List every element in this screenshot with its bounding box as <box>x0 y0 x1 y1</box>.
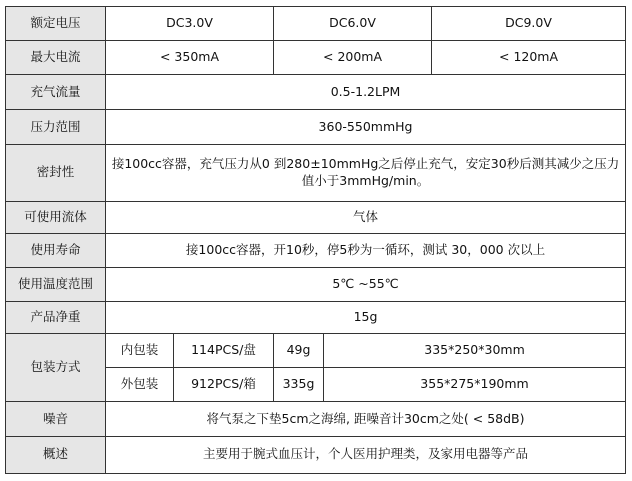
label-net-weight: 产品净重 <box>6 302 106 334</box>
label-usable-fluid: 可使用流体 <box>6 202 106 234</box>
row-packaging-inner <box>6 334 626 368</box>
packaging-inner-qty: 114PCS/盘 <box>174 334 274 368</box>
packaging-outer-weight: 335g <box>274 368 324 402</box>
row-pressure-range <box>6 110 626 144</box>
value-pressure-range: 360-550mmHg <box>106 110 626 144</box>
row-rated-voltage <box>6 7 626 41</box>
value-service-life: 接100cc容器，开10秒，停5秒为一循环，测试 30，000 次以上 <box>106 234 626 268</box>
packaging-outer-size: 355*275*190mm <box>324 368 626 402</box>
value-current-9v: < 120mA <box>432 41 626 75</box>
row-net-weight <box>6 302 626 334</box>
row-max-current <box>6 41 626 75</box>
packaging-inner-size: 335*250*30mm <box>324 334 626 368</box>
label-packaging: 包装方式 <box>6 334 106 402</box>
value-sealing: 接100cc容器，充气压力从0 到280±10mmHg之后停止充气，安定30秒后测其减少之压力值小于3mmHg/min。 <box>106 144 626 202</box>
label-inflation-flow: 充气流量 <box>6 75 106 110</box>
row-usable-fluid <box>6 202 626 234</box>
packaging-outer-qty: 912PCS/箱 <box>174 368 274 402</box>
value-noise: 将气泵之下垫5cm之海绵, 距噪音计30cm之处( < 58dB) <box>106 402 626 436</box>
label-temperature-range: 使用温度范围 <box>6 268 106 302</box>
value-usable-fluid: 气体 <box>106 202 626 234</box>
value-overview: 主要用于腕式血压计，个人医用护理类，及家用电器等产品 <box>106 436 626 473</box>
value-net-weight: 15g <box>106 302 626 334</box>
row-overview <box>6 436 626 473</box>
spec-table <box>5 6 626 474</box>
packaging-inner-weight: 49g <box>274 334 324 368</box>
packaging-outer-type: 外包装 <box>106 368 174 402</box>
value-current-3v: < 350mA <box>106 41 274 75</box>
label-max-current: 最大电流 <box>6 41 106 75</box>
value-voltage-9v: DC9.0V <box>432 7 626 41</box>
value-temperature-range: 5℃ ~55℃ <box>106 268 626 302</box>
label-sealing: 密封性 <box>6 144 106 202</box>
row-inflation-flow <box>6 75 626 110</box>
value-inflation-flow: 0.5-1.2LPM <box>106 75 626 110</box>
label-overview: 概述 <box>6 436 106 473</box>
value-current-6v: < 200mA <box>274 41 432 75</box>
value-voltage-6v: DC6.0V <box>274 7 432 41</box>
row-temperature-range <box>6 268 626 302</box>
label-service-life: 使用寿命 <box>6 234 106 268</box>
row-service-life <box>6 234 626 268</box>
row-sealing <box>6 144 626 202</box>
label-noise: 噪音 <box>6 402 106 436</box>
label-pressure-range: 压力范围 <box>6 110 106 144</box>
row-noise <box>6 402 626 436</box>
label-rated-voltage: 额定电压 <box>6 7 106 41</box>
value-voltage-3v: DC3.0V <box>106 7 274 41</box>
packaging-inner-type: 内包装 <box>106 334 174 368</box>
